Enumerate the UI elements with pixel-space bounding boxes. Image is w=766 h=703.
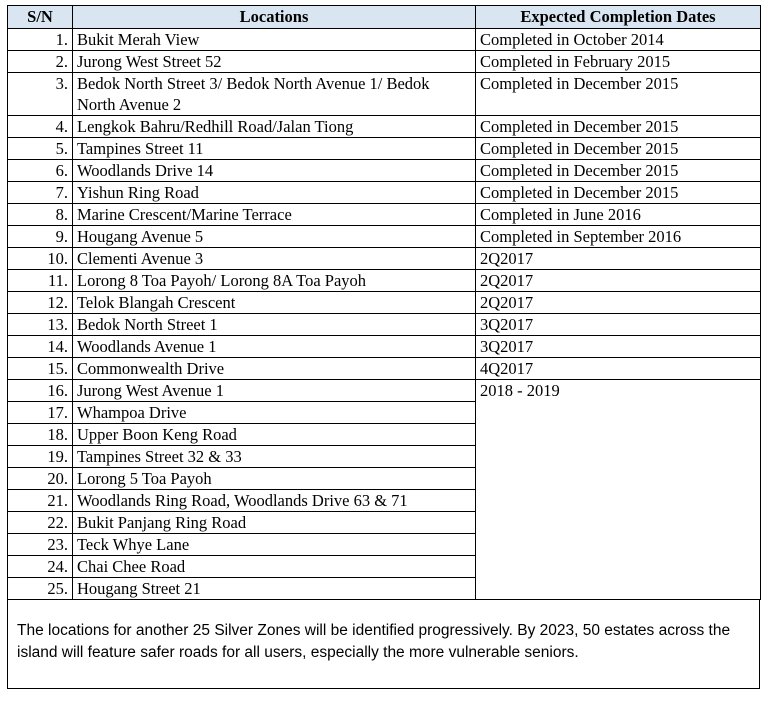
row-location: Lorong 8 Toa Payoh/ Lorong 8A Toa Payoh xyxy=(73,270,476,292)
table-row xyxy=(8,160,761,182)
row-location: Lengkok Bahru/Redhill Road/Jalan Tiong xyxy=(73,116,476,138)
row-date: Completed in February 2015 xyxy=(476,51,761,73)
row-date: 3Q2017 xyxy=(476,336,761,358)
row-location: Telok Blangah Crescent xyxy=(73,292,476,314)
table-row xyxy=(8,182,761,204)
table-row xyxy=(8,138,761,160)
row-sn: 13. xyxy=(8,314,73,336)
row-sn: 10. xyxy=(8,248,73,270)
table-row xyxy=(8,29,761,51)
row-sn: 23. xyxy=(8,534,73,556)
row-date: Completed in December 2015 xyxy=(476,116,761,138)
row-location: Yishun Ring Road xyxy=(73,182,476,204)
table-row xyxy=(8,336,761,358)
row-location: Marine Crescent/Marine Terrace xyxy=(73,204,476,226)
row-location: Tampines Street 32 & 33 xyxy=(73,446,476,468)
table-row xyxy=(8,314,761,336)
table-row xyxy=(8,358,761,380)
row-date: 2Q2017 xyxy=(476,270,761,292)
row-location: Chai Chee Road xyxy=(73,556,476,578)
row-sn: 24. xyxy=(8,556,73,578)
row-sn: 6. xyxy=(8,160,73,182)
table-row xyxy=(8,204,761,226)
row-location: Woodlands Ring Road, Woodlands Drive 63 & 71 xyxy=(73,490,476,512)
table-row xyxy=(8,380,761,402)
row-location: Woodlands Drive 14 xyxy=(73,160,476,182)
row-date: Completed in December 2015 xyxy=(476,182,761,204)
row-date: Completed in June 2016 xyxy=(476,204,761,226)
header-completion-dates: Expected Completion Dates xyxy=(476,6,761,29)
row-sn: 17. xyxy=(8,402,73,424)
row-sn: 25. xyxy=(8,578,73,600)
row-location: Hougang Avenue 5 xyxy=(73,226,476,248)
row-date: Completed in December 2015 xyxy=(476,73,761,116)
table-header-row xyxy=(8,6,761,29)
row-location: Whampoa Drive xyxy=(73,402,476,424)
row-location: Bukit Panjang Ring Road xyxy=(73,512,476,534)
row-sn: 5. xyxy=(8,138,73,160)
row-sn: 11. xyxy=(8,270,73,292)
row-date: Completed in December 2015 xyxy=(476,138,761,160)
row-date: 2Q2017 xyxy=(476,292,761,314)
row-sn: 22. xyxy=(8,512,73,534)
row-location: Bukit Merah View xyxy=(73,29,476,51)
row-location: Clementi Avenue 3 xyxy=(73,248,476,270)
row-location: Teck Whye Lane xyxy=(73,534,476,556)
row-sn: 20. xyxy=(8,468,73,490)
silver-zones-table xyxy=(7,5,761,600)
row-sn: 16. xyxy=(8,380,73,402)
table-row xyxy=(8,226,761,248)
row-location: Lorong 5 Toa Payoh xyxy=(73,468,476,490)
row-location: Upper Boon Keng Road xyxy=(73,424,476,446)
row-sn: 2. xyxy=(8,51,73,73)
row-location: Jurong West Avenue 1 xyxy=(73,380,476,402)
merged-completion-date: 2018 - 2019 xyxy=(476,380,761,600)
row-date: Completed in October 2014 xyxy=(476,29,761,51)
row-location: Commonwealth Drive xyxy=(73,358,476,380)
row-location: Tampines Street 11 xyxy=(73,138,476,160)
row-sn: 7. xyxy=(8,182,73,204)
table-row xyxy=(8,73,761,116)
table-row xyxy=(8,116,761,138)
footnote-text: The locations for another 25 Silver Zones will be identified progressively. By 2023, 50 estates across the island will feature safer roads for all users, especially the more vulnerable seniors. xyxy=(17,622,731,661)
row-sn: 14. xyxy=(8,336,73,358)
row-sn: 18. xyxy=(8,424,73,446)
row-sn: 3. xyxy=(8,73,73,116)
row-location: Jurong West Street 52 xyxy=(73,51,476,73)
row-sn: 1. xyxy=(8,29,73,51)
header-sn: S/N xyxy=(8,6,73,29)
row-date: Completed in December 2015 xyxy=(476,160,761,182)
row-sn: 9. xyxy=(8,226,73,248)
row-location: Woodlands Avenue 1 xyxy=(73,336,476,358)
table-row xyxy=(8,51,761,73)
row-sn: 19. xyxy=(8,446,73,468)
row-sn: 12. xyxy=(8,292,73,314)
table-row xyxy=(8,248,761,270)
row-sn: 15. xyxy=(8,358,73,380)
table-row xyxy=(8,270,761,292)
row-date: 3Q2017 xyxy=(476,314,761,336)
row-sn: 4. xyxy=(8,116,73,138)
row-sn: 21. xyxy=(8,490,73,512)
row-sn: 8. xyxy=(8,204,73,226)
row-location: Hougang Street 21 xyxy=(73,578,476,600)
silver-zones-document xyxy=(7,5,760,689)
row-location: Bedok North Street 1 xyxy=(73,314,476,336)
footnote-box xyxy=(7,600,760,689)
table-row xyxy=(8,292,761,314)
header-locations: Locations xyxy=(73,6,476,29)
row-date: Completed in September 2016 xyxy=(476,226,761,248)
row-date: 2Q2017 xyxy=(476,248,761,270)
row-location: Bedok North Street 3/ Bedok North Avenue 1/ Bedok North Avenue 2 xyxy=(73,73,476,116)
row-date: 4Q2017 xyxy=(476,358,761,380)
